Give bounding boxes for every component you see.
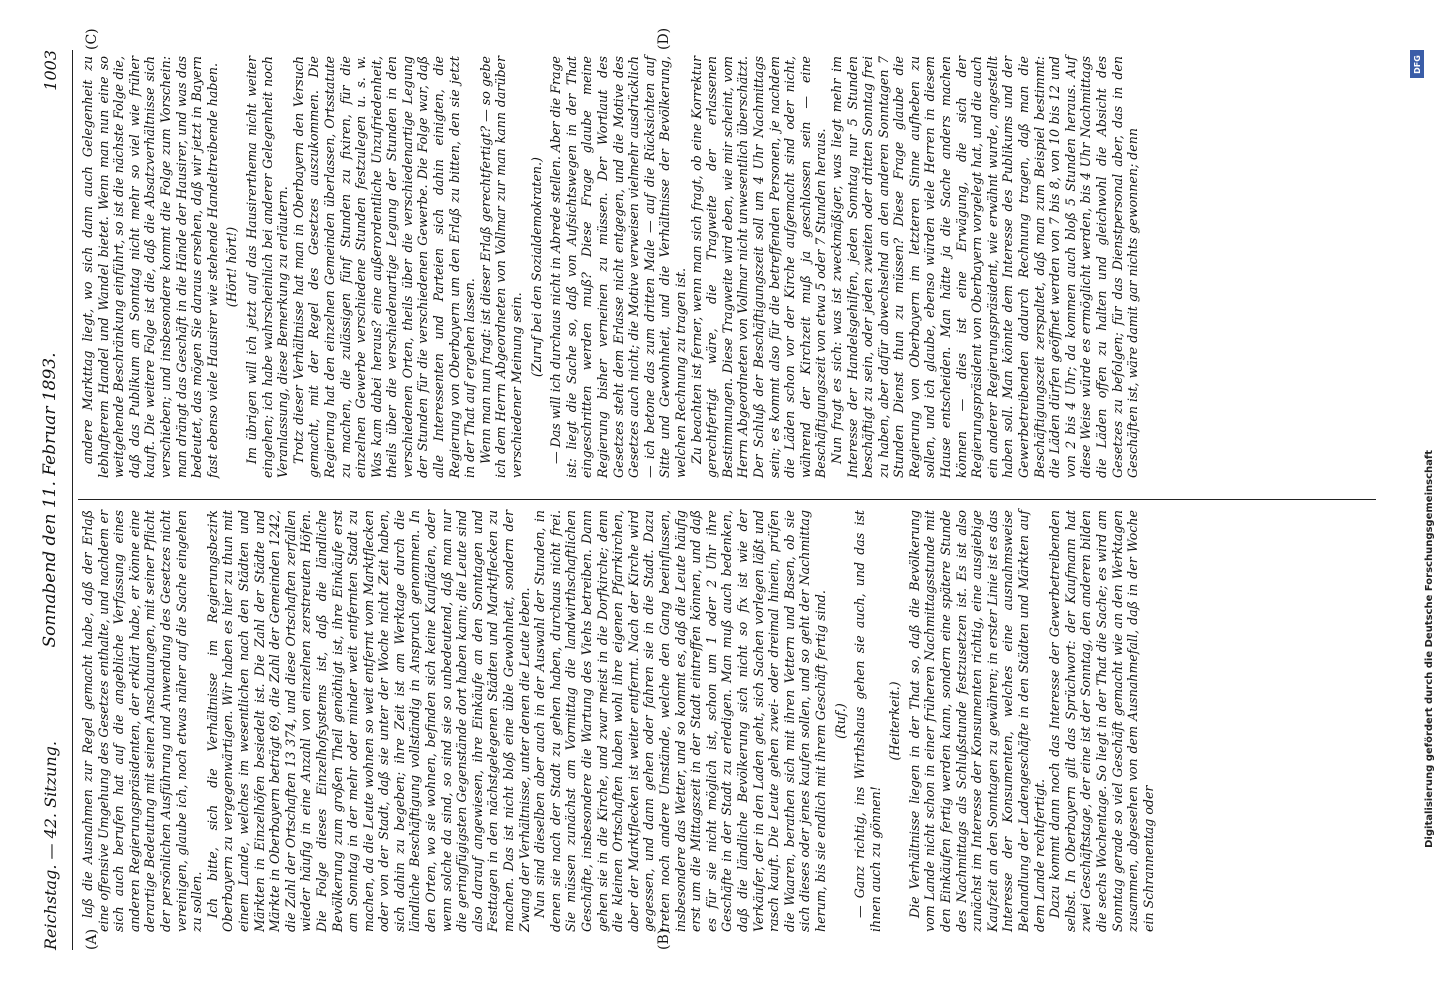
paragraph: Wenn man nun fragt: ist dieser Erlaß gerechtfertigt? — so gebe ich dem Herrn Abgeordneten von Vollmar zur man kann darüber verschiedener Meinung sein. — [477, 56, 525, 478]
paragraph: Ich bitte, sich die Verhältnisse im Regierungsbezirk Oberbayern zu vergegenwärtigen. Wir haben es hier zu thun mit einem Lande, welches im wesentlichen nach den Städten und Märkten in Einzelhöfen besiedelt ist. Die Zahl der Städte und Märkte in Oberbayern beträgt 69, die Zahl der Gemeinden 1242, die Zahl der Ortschaften 13 374, und diese Ortschaften zerfallen wieder häufig in eine Anzahl von einzelnen zerstreuten Höfen. Die Folge dieses Einzelhofsystems ist, daß die ländliche Bevölkerung zum großen Theil genöthigt ist, ihre Einkäufe erst am Sonntag in der mehr oder minder weit entfernten Stadt zu machen, da die Leute wohnen so weit entfernt vom Marktflecken oder von der Stadt, daß sie unter der Woche nicht Zeit haben, sich dahin zu begeben; ihre Zeit ist am Werktage durch die ländliche Beschäftigung vollständig in Anspruch genommen. In den Orten, wo sie wohnen, befinden sich keine Kaufläden, oder wenn solche da sind, so sind sie so unbedeutend, daß man nur die geringfügigsten Gegenstände dort haben kann; die Leute sind also darauf angewiesen, ihre Einkäufe an den Sonntagen und Festtagen in den nächstgelegenen Städten und Marktflecken zu machen. Das ist nicht bloß eine üble Gewohnheit, sondern der Zwang der Verhältnisse, unter denen die Leute leben. — [204, 510, 532, 932]
paragraph: Nun sind dieselben aber auch in der Auswahl der Stunden, in denen sie nach der Stadt zu gehen haben, durchaus nicht frei. Sie müssen zunächst am Vormittag die landwirthschaftlichen Geschäfte, insbesondere die Wartung des Viehs betreiben. Dann gehen sie in die Kirche, und zwar meist in die Dorfkirche; denn die kleinen Ortschaften haben wohl ihre eigenen Pfarrkirchen, aber der Marktflecken ist weiter entfernt. Nach der Kirche wird gegessen, und dann gehen oder fahren sie in die Stadt. Dazu treten noch andere Umstände, welche den Gang beeinflussen, insbesondere das Wetter, und so kommt es, daß die Leute häufig erst um die Mittagszeit in der Stadt eintreffen können, und daß es für sie nicht möglich ist, schon um 1 oder 2 Uhr ihre Geschäfte in der Stadt zu erledigen. Man muß auch bedenken, daß die ländliche Bevölkerung sich nicht so fix ist wie der Verkäufer, der in den Laden geht, sich Sachen vorlegen läßt und rasch kauft. Die Leute gehen zwei- oder dreimal hinein, prüfen die Waaren, berathen sich mit ihren Vettern und Basen, ob sie sich dieses oder jenes kaufen sollen, und so geht der Nachmittag herum, bis sie endlich mit ihrem Geschäft fertig sind. — [532, 510, 828, 932]
paragraph: Nun fragt es sich: was ist zweckmäßiger, was liegt mehr im Interesse der Handelsgehilfen, jeden Sonntag nur 5 Stunden beschäftigt zu sein, oder jeden zweiten oder dritten Sonntag frei zu haben, aber dafür abwechselnd an den anderen Sonntagen 7 Stunden Dienst thun zu müssen? Diese Frage glaube die Regierung von Oberbayern im letzteren Sinne aufheben zu sollen, und ich glaube, ebenso würden viele Herren in diesem Hause entscheiden. Man hätte ja die Sache anders machen können — dies ist eine Erwägung, die sich der Regierungspräsident von Oberbayern vorgelegt hat, und die auch ein anderer Regierungspräsident, wie erwähnt wurde, angestellt haben soll. Man könnte dem Interesse des Publikums und der Gewerbetreibenden dadurch Rechnung tragen, daß man die Beschäftigungszeit zerspaltet, daß man zum Beispiel bestimmt: die Läden dürfen geöffnet werden von 7 bis 8, von 10 bis 12 und von 2 bis 4 Uhr; da kommen auch bloß 5 Stunden heraus. Auf diese Weise würde es ermöglicht werden, bis 4 Uhr Nachmittags die Läden offen zu halten und gleichwohl die Absicht des Gesetzes zu befolgen; für das Dienstpersonal aber, das in den Geschäften ist, wäre damit gar nichts gewonnen; denn — [828, 56, 1141, 478]
header-date: Sonnabend den 11. Februar 1893. — [40, 352, 60, 648]
marker-c: (C) — [84, 28, 100, 50]
paragraph: Trotz dieser Verhältnisse hat man in Oberbayern den Versuch gemacht, mit der Regel des Gesetzes auszukommen. Die Regierung hat den einzelnen Gemeinden überlassen, Ortsstatute zu machen, die zulässigen fünf Stunden zu fixiren, für die einzelnen Gewerbe verschiedene Stunden festzulegen u. s. w. Was kam dabei heraus? eine außerordentliche Unzufriedenheit, theils über die verschiedenartige Legung der Stunden in den verschiedenen Orten, theils über die verschiedenartige Legung der Stunden für die verschiedenen Gewerbe. Die Folge war, daß alle Interessenten und Parteien sich dahin einigten, die Regierung von Oberbayern um den Erlaß zu bitten, den sie jetzt in der That auf ergehen lassen. — [290, 56, 478, 478]
paragraph: Dazu kommt dann noch das Interesse der Gewerbetreibenden selbst. In Oberbayern gilt das Sprüchwort: der Kaufmann hat zwei Geschäftstage, der eine ist der Sonntag, den anderen bilden die sechs Wochentage. So liegt in der That die Sache; es wird am Sonntag gerade so viel Geschäft gemacht wie an den Werktagen zusammen, abgesehen von dem Ausnahmefall, daß in der Woche ein Schrannentag oder — [1047, 510, 1156, 932]
paragraph: andere Markttag liegt, wo sich dann auch Gelegenheit zu lebhafterem Handel und Wandel bietet. Wenn man nun eine so weitgehende Beschränkung einführt, so ist die nächste Folge die, daß das Publikum am Sonntag nicht mehr so viel wie früher kauft. Die weitere Folge ist die, daß die Absatzverhältnisse sich verschieben; und insbesondere kommt die Folge zum Vorschein: man drängt das Geschäft in die Hände der Hausirer, und was das bedeutet, das mögen Sie daraus ersehen, daß wir jetzt in Bayern fast ebenso viele Hausirer wie stehende Handeltreibende haben. — [80, 56, 220, 478]
page-edge-artifact — [300, 0, 860, 8]
interjection: (Ruf.) — [832, 703, 848, 739]
paragraph: — Ganz richtig, ins Wirthshaus gehen sie auch, und das ist ihnen auch zu gönnen! — [852, 510, 883, 932]
right-column — [80, 56, 1141, 478]
page-number: 1003 — [40, 50, 60, 91]
marker-b: (B) — [656, 928, 672, 950]
paragraph: Zu beachten ist ferner, wenn man sich fragt, ob eine Korrektur gerechtfertigt wäre, die Tragweite der erlassenen Bestimmungen. Diese Tragweite wird eben, wie mir scheint, vom Herrn Abgeordneten von Vollmar nicht unwesentlich überschätzt. Der Schluß der Beschäftigungszeit soll um 4 Uhr Nachmittags sein; es kommt also für die betreffenden Personen, je nachdem die Läden schon vor der Kirche aufgemacht sind oder nicht, während der Kirchzeit muß ja geschlossen sein — eine Beschäftigungszeit von etwa 5 oder 7 Stunden heraus. — [688, 56, 829, 478]
interjection: (Hört! hört!) — [224, 226, 240, 308]
marker-a: (A) — [84, 928, 100, 950]
paragraph: Die Verhältnisse liegen in der That so, daß die Bevölkerung vom Lande nicht schon in einer früheren Nachmittagsstunde mit den Einkäufen fertig werden kann, sondern eine spätere Stunde des Nachmittags als Schlußstunde festzusetzen ist. Es ist also zunächst im Interesse der Konsumenten richtig, eine ausgiebige Kaufzeit an den Sonntagen zu gewähren; in erster Linie ist es das Interesse der Konsumenten, welches eine ausnahmsweise Behandlung der Ladengeschäfte in den Städten und Märkten auf dem Lande rechtfertigt. — [906, 510, 1047, 932]
dfg-logo: DFG — [1410, 50, 1424, 78]
left-column — [80, 510, 1156, 932]
page-header — [30, 50, 70, 950]
digitization-credit — [1412, 40, 1435, 900]
header-left: Reichstag. — 42. Sitzung. — [40, 741, 60, 950]
rotated-page — [16, 10, 1416, 990]
paragraph: laß die Ausnahmen zur Regel gemacht habe, daß der Erlaß eine offensive Umgehung des Gesetzes enthalte, und nachdem er sich auch berufen hat auf die angebliche Verfassung eines anderen Regierungspräsidenten, der erklärt habe, er könne eine derartige Bedeutung mit seinen Anschauungen, mit seiner Pflicht der persönlichen Ausführung und Anwendung des Gesetzes nicht vereinigen, glaube ich, noch etwas näher auf die Sache eingehen zu sollen. — [80, 510, 205, 932]
interjection: (Zuruf bei den Sozialdemokraten.) — [528, 157, 544, 377]
header-rule — [72, 50, 73, 950]
paragraph: Im übrigen will ich jetzt auf das Hausirerthema nicht weiter eingehen; ich habe wahrscheinlich bei anderer Gelegenheit noch Veranlassung, diese Bemerkung zu erläutern. — [243, 56, 291, 478]
interjection: (Heiterkeit.) — [887, 681, 903, 761]
paragraph: — Das will ich durchaus nicht in Abrede stellen. Aber die Frage ist: liegt die Sache so, daß von Aufsichtswegen in der That eingeschritten werden muß? Diese Frage glaube meine Regierung bisher verneinen zu müssen. Der Wortlaut des Gesetzes steht dem Erlasse nicht entgegen, und die Motive des Gesetzes auch nicht; die Motive verweisen vielmehr ausdrücklich — ich betone das zum dritten Male — auf die Rücksichten auf Sitte und Gewohnheit, und die Verhältnisse der Bevölkerung, welchen Rechnung zu tragen ist. — [548, 56, 688, 478]
credit-text: Digitalisierung gefördert durch die Deutsche Forschungsgemeinschaft — [1424, 450, 1435, 848]
column-divider — [78, 499, 1376, 500]
marker-d: (D) — [656, 27, 672, 50]
